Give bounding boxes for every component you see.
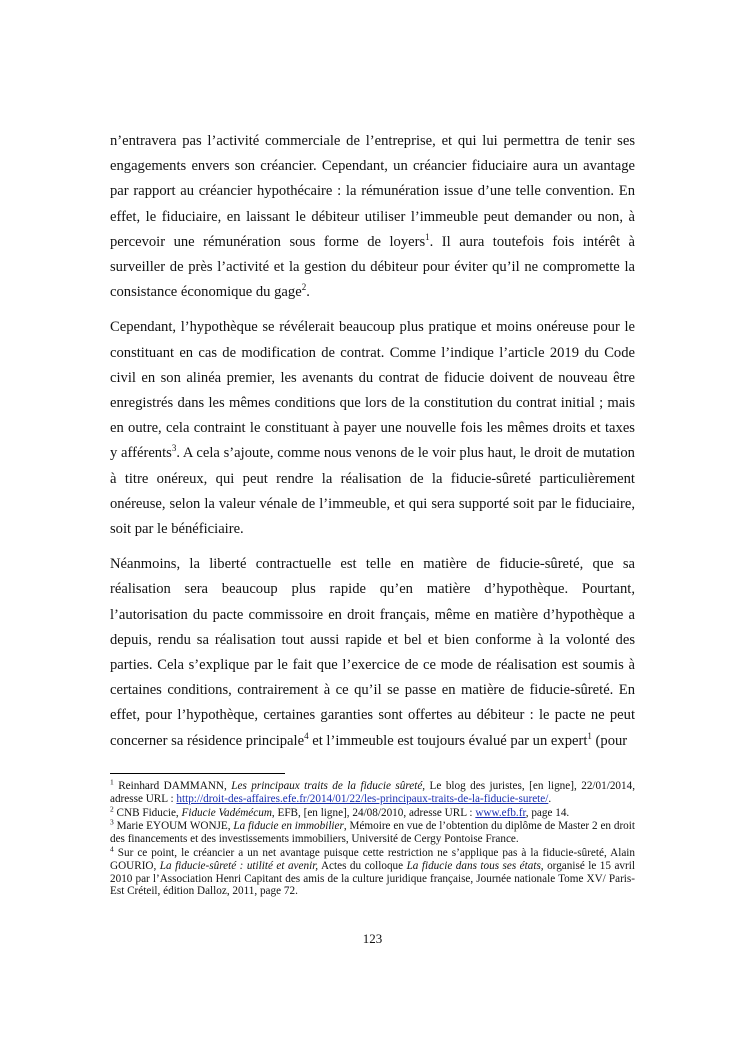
footnote-4: $^4$ Sur ce point, le créancier a un net avantage puisque cette restriction ne s’applique pas à la fiducie-sûreté, Alain GOURIO, La fiducie-sûreté : utilité et avenir, Actes du colloque La fiducie dans tous ses états, organisé le 15 avril 2010 par l’Association Henri Capitant des amis de la culture juridique française, Journée nationale Tome XV/ Paris-Est Créteil, édition Dalloz, 2011, page 72. [110, 844, 635, 898]
footnote-ref-1[interactable]: 1 [425, 231, 430, 242]
paragraph-3: Néanmoins, la liberté contractuelle est telle en matière de fiducie-sûreté, que sa réalisation sera beaucoup plus rapide qu’en matière d’hypothèque. Pourtant, l’autorisation du pacte commissoire en droit français, même en matière d’hypothèque a depuis, rendu sa réalisation tout aussi rapide et bel et bien conforme à la volonté des parties. Cela s’explique par le fait que l’exercice de ce mode de réalisation est soumis à certaines conditions, contrairement à ce qu’il se passe en matière de fiducie-sûreté. En effet, pour l’hypothèque, certaines garanties sont offertes au débiteur : le pacte ne peut concerner sa résidence principale$^4$ et l’immeuble est toujours évalué par un expert$^1$ (pour [110, 556, 635, 749]
footnote-ref-2[interactable]: 2 [301, 282, 307, 293]
footnote-2-link[interactable]: www.efb.fr [475, 806, 526, 819]
footnote-1-link[interactable]: http://droit-des-affaires.efe.fr/2014/01/22/les-principaux-traits-de-la-fiducie-surete/ [176, 792, 549, 805]
footnote-ref-5[interactable]: 1 [587, 730, 592, 741]
footnote-3: $^3$ Marie EYOUM WONJE, La fiducie en immobilier, Mémoire en vue de l’obtention du diplôme de Master 2 en droit des financements et des investissements immobiliers, Université de Cergy Pontoise France. [110, 817, 635, 846]
page-number: 123 [362, 931, 383, 946]
footnote-2: $^2$ CNB Fiducie, Fiducie Vadémécum, EFB, [en ligne], 24/08/2010, adresse URL : www.efb.fr, page 14. [110, 803, 570, 819]
footnote-ref-4[interactable]: 4 [304, 730, 309, 741]
paragraph-1: n’entravera pas l’activité commerciale de l’entreprise, et qui lui permettra de tenir ses engagements envers son créancier. Cependant, un créancier fiduciaire aura un avantage par rapport au créancier hypothécaire : la rémunération issue d’une telle convention. En effet, le fiduciaire, en laissant le débiteur utiliser l’immeuble peut demander ou non, à percevoir une rémunération sous forme de loyers$^1$. Il aura toutefois fois intérêt à surveiller de près l’activité et la gestion du débiteur pour éviter qu’il ne compromette la consistance économique du gage$^2$. [110, 133, 635, 301]
footnote-ref-3[interactable]: 3 [171, 443, 177, 454]
paragraph-2: Cependant, l’hypothèque se révélerait beaucoup plus pratique et moins onéreuse pour le constituant en cas de modification de contrat. Comme l’indique l’article 2019 du Code civil en son alinéa premier, les avenants du contrat de fiducie doivent de nouveau être enregistrés dans les mêmes conditions que lors de la constitution du contrat initial ; mais en outre, cela contraint le constituant à payer une nouvelle fois les mêmes droits et taxes y afférents$^3$. A cela s’ajoute, comme nous venons de le voir plus haut, le droit de mutation à titre onéreux, qui peut rendre la réalisation de la fiducie-sûreté particulièrement onéreuse, selon la valeur vénale de l’immeuble, et qui sera supporté soit par le fiduciaire, soit par le bénéficiaire. [110, 319, 635, 538]
footnote-1: $^1$ Reinhard DAMMANN, Les principaux traits de la fiducie sûreté, Le blog des juristes, [en ligne], 22/01/2014, adresse URL : http://droit-des-affaires.efe.fr/2014/01/22/les-principaux-traits-de-la-fiducie-surete/. [110, 777, 635, 805]
footnotes [110, 777, 635, 899]
footnote-separator [110, 773, 285, 774]
body-text [110, 129, 635, 764]
